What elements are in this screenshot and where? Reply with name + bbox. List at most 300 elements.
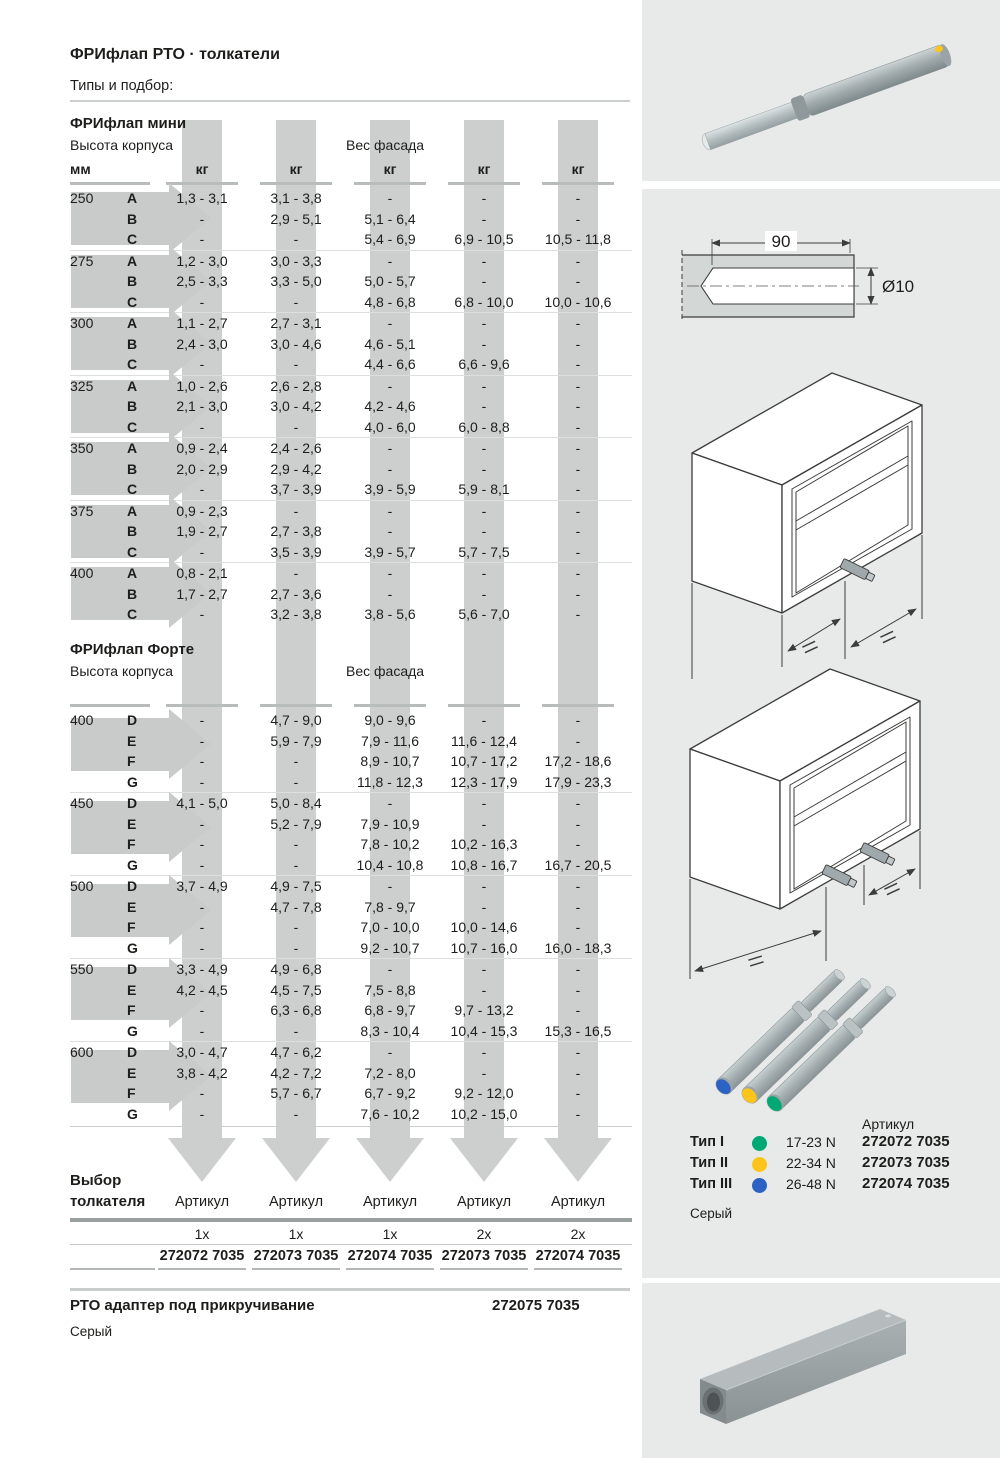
weight-range-cell: 2,7 - 3,6	[270, 585, 322, 602]
weight-range-cell: 16,0 - 18,3	[544, 939, 612, 956]
weight-range-cell: 2,7 - 3,1	[270, 315, 322, 331]
weight-range-cell: 1,9 - 2,7	[176, 523, 228, 539]
row-letter: G	[127, 939, 138, 956]
weight-range-cell: -	[575, 1064, 581, 1081]
weight-range-cell: 3,3 - 5,0	[270, 273, 322, 289]
weight-range-cell: 4,7 - 6,2	[270, 1044, 322, 1060]
weight-range-cell: -	[293, 836, 299, 852]
weight-range-cell: 4,7 - 9,0	[270, 712, 322, 728]
weight-range-cell: -	[293, 919, 299, 935]
article-underlines	[70, 1268, 632, 1271]
row-letter: E	[127, 732, 137, 749]
table-row	[70, 209, 632, 230]
weight-range-cell: 6,8 - 10,0	[454, 293, 514, 310]
type-force: 26-48 N	[786, 1176, 836, 1192]
weight-range-cell: 4,2 - 4,5	[176, 981, 228, 998]
weight-range-cell: -	[575, 502, 581, 519]
weight-range-cell: 10,8 - 16,7	[450, 856, 518, 873]
weight-range-cell: 6,6 - 9,6	[458, 356, 510, 372]
weight-range-cell: -	[575, 190, 581, 206]
weight-range-cell: 2,6 - 2,8	[270, 377, 322, 394]
equal-mark-icon	[802, 641, 817, 652]
type-article: 272073 7035	[862, 1154, 950, 1171]
weight-range-cell: 7,2 - 8,0	[364, 1064, 416, 1081]
type-name: Тип III	[690, 1176, 733, 1192]
adapter-color-note: Серый	[70, 1324, 113, 1339]
row-letter: F	[127, 836, 136, 852]
article-number: 272074 7035	[347, 1248, 433, 1264]
body-height-mm	[70, 751, 120, 772]
adapter-title: РТО адаптер под прикручивание	[70, 1297, 315, 1314]
table-row	[70, 897, 632, 918]
quantity: 2x	[476, 1226, 492, 1242]
table-row	[70, 376, 632, 397]
weight-range-cell: -	[199, 1002, 205, 1018]
row-letter: C	[127, 481, 138, 497]
table-row	[70, 334, 632, 355]
weight-range-cell: -	[293, 293, 299, 310]
height-group-300	[70, 312, 632, 375]
weight-range-cell: -	[481, 377, 487, 394]
table-row	[70, 396, 632, 417]
unit-kg: кг	[195, 161, 209, 177]
weight-range-cell: -	[575, 961, 581, 977]
weight-range-cell: -	[481, 795, 487, 811]
weight-range-cell: -	[387, 315, 393, 331]
body-height-mm: 300	[70, 315, 94, 331]
unit-kg: кг	[477, 161, 491, 177]
weight-range-cell: 0,9 - 2,4	[176, 440, 228, 456]
weight-range-cell: 5,9 - 7,9	[270, 732, 322, 749]
row-letter: C	[127, 606, 138, 622]
articul-header: Артикул	[174, 1194, 230, 1210]
row-letter: F	[127, 1085, 136, 1101]
body-height-mm	[70, 229, 120, 250]
selection-heading-2: толкателя	[70, 1193, 146, 1210]
weight-range-cell: -	[387, 565, 393, 581]
forte-groups	[70, 710, 632, 1124]
weight-range-cell: -	[575, 398, 581, 414]
type-color-dot-icon	[752, 1157, 767, 1172]
body-height-mm	[70, 980, 120, 1001]
body-height-mm	[70, 459, 120, 480]
body-height-mm	[70, 271, 120, 292]
pusher-photo	[642, 0, 1000, 181]
weight-range-cell: 10,0 - 14,6	[450, 919, 518, 935]
table-row	[70, 229, 632, 250]
weight-range-cell: -	[575, 377, 581, 394]
weight-range-cell: -	[481, 315, 487, 331]
equal-mark-icon	[748, 956, 763, 966]
weight-range-cell: -	[575, 565, 581, 581]
weight-range-cell: -	[199, 836, 205, 852]
row-letter: A	[127, 252, 138, 269]
weight-range-cell: 2,9 - 5,1	[270, 210, 322, 227]
weight-range-cell: 4,4 - 6,6	[364, 356, 416, 372]
body-height-mm	[70, 1104, 120, 1125]
table-row	[70, 772, 632, 793]
row-letter: D	[127, 878, 138, 894]
row-letter: C	[127, 418, 138, 435]
adapter-photo	[642, 1283, 1000, 1458]
body-height-mm	[70, 814, 120, 835]
weight-range-cell: 16,7 - 20,5	[544, 856, 612, 873]
weight-range-cell: 3,8 - 4,2	[176, 1064, 228, 1081]
weight-range-cell: -	[293, 753, 299, 769]
body-height-mm: 450	[70, 795, 94, 811]
body-height-mm	[70, 521, 120, 542]
body-height-mm	[70, 772, 120, 793]
weight-range-cell: -	[199, 1022, 205, 1039]
article-number: 272073 7035	[441, 1248, 527, 1264]
weight-range-cell: 3,9 - 5,7	[364, 543, 416, 560]
row-letter: E	[127, 815, 137, 832]
weight-range-cell: 4,7 - 7,8	[270, 898, 322, 915]
weight-range-cell: 6,7 - 9,2	[364, 1085, 416, 1101]
weight-range-cell: 3,0 - 3,3	[270, 252, 322, 269]
weight-range-cell: 10,2 - 16,3	[450, 836, 518, 852]
body-height-mm: 550	[70, 961, 94, 977]
table-row	[70, 1063, 632, 1084]
table-row	[70, 855, 632, 876]
weight-range-cell: 4,5 - 7,5	[270, 981, 322, 998]
height-group-400	[70, 710, 632, 792]
cabinet-two-pushers	[690, 669, 920, 979]
forte-table	[70, 640, 632, 1127]
weight-range-cell: -	[293, 939, 299, 956]
row-letter: B	[127, 585, 138, 602]
header-rule	[70, 100, 630, 102]
row-letter: B	[127, 210, 138, 227]
unit-kg: кг	[383, 161, 397, 177]
row-letter: F	[127, 1002, 136, 1018]
weight-range-cell: 10,4 - 15,3	[450, 1022, 518, 1039]
mini-table	[70, 114, 632, 625]
body-height-mm: 250	[70, 190, 94, 206]
weight-range-cell: -	[481, 1044, 487, 1060]
equal-mark-icon	[880, 631, 895, 642]
body-height-mm: 350	[70, 440, 94, 456]
table-row	[70, 354, 632, 375]
articul-header: Артикул	[362, 1194, 418, 1210]
row-letter: E	[127, 1064, 137, 1081]
table-row	[70, 793, 632, 814]
body-height-mm	[70, 731, 120, 752]
row-letter: G	[127, 856, 138, 873]
weight-range-cell: -	[199, 939, 205, 956]
weight-range-cell: -	[575, 418, 581, 435]
height-group-250	[70, 188, 632, 250]
body-height-mm	[70, 917, 120, 938]
weight-range-cell: -	[293, 773, 299, 790]
article-row	[70, 1245, 632, 1268]
weight-range-cell: -	[387, 878, 393, 894]
height-group-600	[70, 1041, 632, 1124]
mini-column-labels	[70, 136, 632, 160]
weight-range-cell: -	[575, 898, 581, 915]
weight-range-cell: -	[199, 356, 205, 372]
row-letter: D	[127, 1044, 138, 1060]
weight-range-cell: 9,0 - 9,6	[364, 712, 416, 728]
type-article: 272074 7035	[862, 1175, 950, 1192]
installation-drawings	[642, 189, 1000, 1278]
weight-range-cell: 3,0 - 4,7	[176, 1044, 228, 1060]
weight-range-cell: -	[387, 460, 393, 477]
quantity: 1x	[382, 1226, 398, 1242]
weight-range-cell: -	[575, 815, 581, 832]
weight-range-cell: -	[387, 961, 393, 977]
quantity: 2x	[570, 1226, 586, 1242]
weight-range-cell: 3,8 - 5,6	[364, 606, 416, 622]
weight-range-cell: 10,7 - 16,0	[450, 939, 518, 956]
weight-range-cell: 10,5 - 11,8	[545, 231, 611, 247]
weight-range-cell: -	[199, 712, 205, 728]
weight-range-cell: -	[481, 398, 487, 414]
weight-range-cell: 2,9 - 4,2	[270, 460, 322, 477]
weight-range-cell: -	[199, 919, 205, 935]
weight-range-cell: 7,8 - 10,2	[360, 836, 420, 852]
height-label: Высота корпуса	[70, 137, 174, 153]
weight-range-cell: 5,0 - 8,4	[270, 795, 322, 811]
weight-range-cell: -	[293, 856, 299, 873]
weight-range-cell: 10,4 - 10,8	[356, 856, 424, 873]
weight-range-cell: -	[293, 502, 299, 519]
weight-range-cell: 15,3 - 16,5	[544, 1022, 612, 1039]
cabinet-one-pusher	[692, 373, 922, 679]
weight-range-cell: 6,3 - 6,8	[270, 1002, 322, 1018]
body-height-mm	[70, 542, 120, 563]
weight-range-cell: -	[575, 252, 581, 269]
weight-range-cell: -	[575, 606, 581, 622]
weight-range-cell: 1,3 - 3,1	[176, 190, 228, 206]
weight-range-cell: -	[575, 356, 581, 372]
table-row	[70, 834, 632, 855]
body-height-mm: 500	[70, 878, 94, 894]
weight-range-cell: -	[293, 565, 299, 581]
weight-range-cell: -	[293, 231, 299, 247]
weight-range-cell: -	[575, 878, 581, 894]
weight-range-cell: -	[199, 732, 205, 749]
type-force: 17-23 N	[786, 1134, 836, 1150]
weight-range-cell: -	[199, 293, 205, 310]
articul-header: Артикул	[268, 1194, 324, 1210]
weight-range-cell: 7,9 - 11,6	[360, 732, 420, 749]
weight-range-cell: -	[481, 898, 487, 915]
adapter-photo-panel	[642, 1283, 1000, 1458]
height-group-350	[70, 437, 632, 500]
table-row	[70, 814, 632, 835]
weight-range-cell: 4,2 - 7,2	[270, 1064, 322, 1081]
table-row	[70, 271, 632, 292]
type-color-dot-icon	[752, 1178, 767, 1193]
weight-range-cell: 3,5 - 3,9	[270, 543, 322, 560]
body-height-mm	[70, 1083, 120, 1104]
forte-heading: ФРИфлап Форте	[70, 641, 195, 658]
weight-range-cell: -	[575, 481, 581, 497]
weight-range-cell: 6,8 - 9,7	[364, 1002, 416, 1018]
weight-range-cell: 3,3 - 4,9	[176, 961, 228, 977]
weight-range-cell: 2,1 - 3,0	[176, 398, 228, 414]
weight-range-cell: 7,0 - 10,0	[360, 919, 420, 935]
row-letter: E	[127, 981, 137, 998]
table-row	[70, 731, 632, 752]
weight-range-cell: -	[481, 440, 487, 456]
article-number: 272072 7035	[159, 1248, 245, 1264]
table-row	[70, 980, 632, 1001]
table-row	[70, 292, 632, 313]
table-row	[70, 417, 632, 438]
bore-drawing	[682, 231, 914, 322]
weight-range-cell: 9,2 - 12,0	[454, 1085, 514, 1101]
weight-range-cell: 11,6 - 12,4	[451, 732, 517, 749]
table-row	[70, 459, 632, 480]
weight-range-cell: -	[387, 440, 393, 456]
weight-range-cell: 2,4 - 2,6	[270, 440, 322, 456]
height-group-400	[70, 562, 632, 625]
weight-range-cell: -	[293, 1105, 299, 1122]
weight-range-cell: 2,5 - 3,3	[176, 273, 228, 289]
weight-range-cell: -	[575, 460, 581, 477]
weight-range-cell: 5,6 - 7,0	[458, 606, 510, 622]
row-letter: G	[127, 1105, 138, 1122]
row-letter: E	[127, 898, 137, 915]
weight-range-cell: 4,1 - 5,0	[176, 795, 228, 811]
row-letter: B	[127, 335, 138, 352]
row-letter: D	[127, 795, 138, 811]
selection-heading-1: Выбор	[70, 1172, 122, 1189]
weight-range-cell: -	[481, 460, 487, 477]
mini-unit-row	[70, 160, 632, 182]
body-height-mm	[70, 417, 120, 438]
table-row	[70, 188, 632, 209]
unit-mm: мм	[70, 161, 91, 177]
weight-range-cell: -	[293, 1022, 299, 1039]
table-row	[70, 604, 632, 625]
weight-range-cell: -	[575, 836, 581, 852]
weight-range-cell: 4,9 - 7,5	[270, 878, 322, 894]
weight-range-cell: -	[199, 543, 205, 560]
weight-range-cell: -	[199, 753, 205, 769]
table-row	[70, 1042, 632, 1063]
body-height-mm: 275	[70, 252, 94, 269]
type-force: 22-34 N	[786, 1155, 836, 1171]
weight-range-cell: 3,2 - 3,8	[270, 606, 322, 622]
weight-range-cell: -	[575, 210, 581, 227]
row-letter: B	[127, 398, 138, 414]
weight-range-cell: -	[199, 898, 205, 915]
body-height-mm	[70, 855, 120, 876]
body-height-mm: 400	[70, 712, 94, 728]
table-row	[70, 542, 632, 563]
weight-range-cell: -	[199, 481, 205, 497]
weight-range-cell: -	[481, 335, 487, 352]
weight-range-cell: -	[481, 252, 487, 269]
row-letter: C	[127, 356, 138, 372]
weight-range-cell: -	[293, 356, 299, 372]
weight-range-cell: 1,2 - 3,0	[176, 252, 228, 269]
weight-range-cell: -	[481, 585, 487, 602]
weight-range-cell: 2,4 - 3,0	[176, 335, 228, 352]
weight-range-cell: -	[199, 856, 205, 873]
weight-range-cell: 7,5 - 8,8	[364, 981, 416, 998]
height-group-500	[70, 875, 632, 958]
row-letter: D	[127, 712, 138, 728]
table-row	[70, 917, 632, 938]
weight-range-cell: -	[575, 981, 581, 998]
weight-range-cell: 5,1 - 6,4	[364, 210, 416, 227]
type-name: Тип II	[690, 1155, 729, 1171]
article-number: 272073 7035	[253, 1248, 339, 1264]
weight-range-cell: -	[199, 418, 205, 435]
weight-range-cell: -	[481, 712, 487, 728]
weight-range-cell: -	[575, 732, 581, 749]
installation-panel	[642, 189, 1000, 1278]
pusher-photo-panel	[642, 0, 1000, 181]
table-row	[70, 1000, 632, 1021]
weight-label: Вес фасада	[346, 663, 425, 679]
row-letter: A	[127, 565, 138, 581]
weight-range-cell: 3,0 - 4,6	[270, 335, 322, 352]
weight-range-cell: 6,9 - 10,5	[454, 231, 514, 247]
weight-range-cell: 10,0 - 10,6	[544, 293, 612, 310]
page-subtitle: Типы и подбор:	[70, 78, 174, 94]
body-height-mm	[70, 479, 120, 500]
weight-range-cell: 9,2 - 10,7	[360, 939, 420, 956]
body-height-mm	[70, 584, 120, 605]
table-row	[70, 251, 632, 272]
body-height-mm	[70, 938, 120, 959]
weight-range-cell: -	[481, 815, 487, 832]
table-row	[70, 876, 632, 897]
table-row	[70, 438, 632, 459]
weight-range-cell: 2,0 - 2,9	[176, 460, 228, 477]
weight-range-cell: -	[387, 523, 393, 539]
row-letter: B	[127, 273, 138, 289]
row-letter: C	[127, 293, 138, 310]
table-row	[70, 1104, 632, 1125]
selection-heading-row	[70, 1192, 632, 1216]
table-row	[70, 563, 632, 584]
weight-range-cell: 9,7 - 13,2	[454, 1002, 514, 1018]
weight-range-cell: 7,6 - 10,2	[360, 1105, 420, 1122]
height-group-375	[70, 500, 632, 563]
type-article: 272072 7035	[862, 1133, 950, 1150]
table-row	[70, 1021, 632, 1042]
weight-range-cell: 5,4 - 6,9	[364, 231, 416, 247]
weight-range-cell: 3,9 - 5,9	[364, 481, 416, 497]
weight-range-cell: -	[481, 502, 487, 519]
weight-range-cell: -	[481, 1064, 487, 1081]
forte-column-labels	[70, 662, 632, 686]
weight-range-cell: -	[575, 315, 581, 331]
weight-range-cell: 3,1 - 3,8	[270, 190, 322, 206]
row-letter: B	[127, 460, 138, 477]
pusher-selection	[70, 1172, 632, 1271]
weight-range-cell: 5,7 - 6,7	[270, 1085, 322, 1101]
body-height-mm	[70, 209, 120, 230]
weight-range-cell: -	[199, 1085, 205, 1101]
weight-range-cell: -	[575, 712, 581, 728]
weight-range-cell: 1,1 - 2,7	[176, 315, 228, 331]
weight-range-cell: -	[199, 210, 205, 227]
weight-range-cell: 17,9 - 23,3	[544, 773, 612, 790]
weight-range-cell: -	[575, 523, 581, 539]
weight-range-cell: 5,0 - 5,7	[364, 273, 416, 289]
table-row	[70, 479, 632, 500]
weight-range-cell: 17,2 - 18,6	[544, 753, 612, 769]
weight-range-cell: 10,7 - 17,2	[450, 753, 518, 769]
table-row	[70, 710, 632, 731]
